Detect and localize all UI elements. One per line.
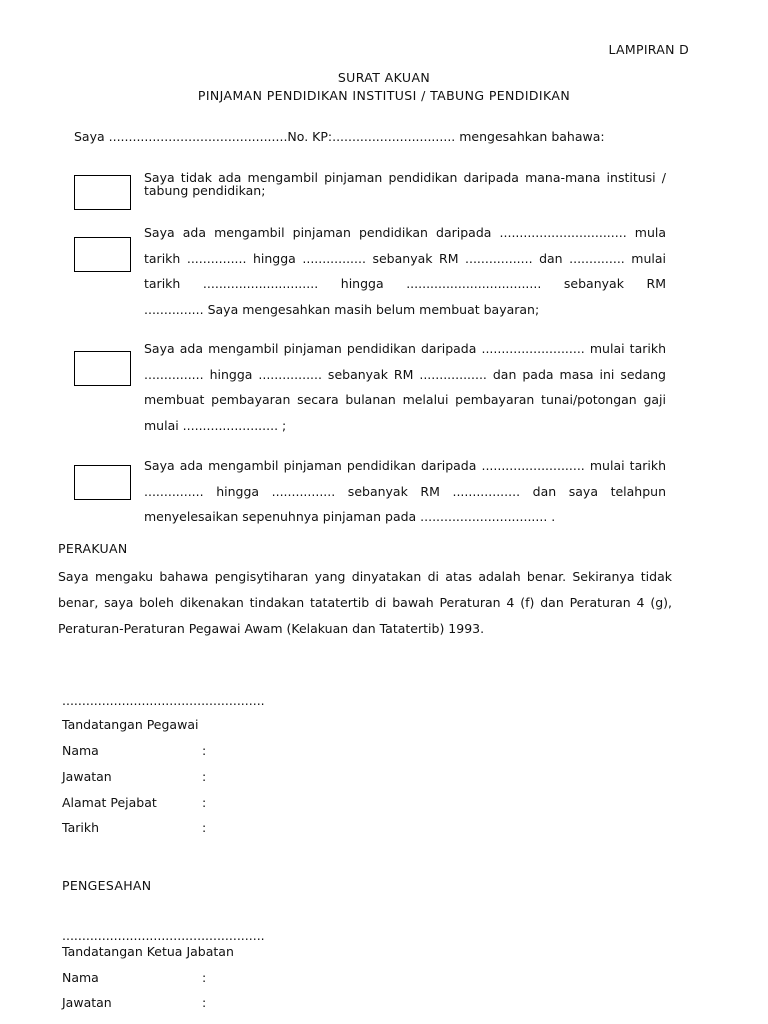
employee-date-colon: : <box>202 820 207 835</box>
employee-position-row <box>62 764 206 790</box>
head-of-department-signature-label: Tandatangan Ketua Jabatan <box>62 944 234 959</box>
head-position-row <box>62 990 206 1016</box>
option-4-text <box>144 453 666 530</box>
option-2-line-1: Saya ada mengambil pinjaman pendidikan daripada ................................ mula <box>144 225 666 240</box>
employee-position-colon: : <box>202 769 207 784</box>
perakuan-line-3: Peraturan-Peraturan Pegawai Awam (Kelakuan dan Tatatertib) 1993. <box>58 621 485 636</box>
option-3-line-1: Saya ada mengambil pinjaman pendidikan daripada .......................... mulai tarikh <box>144 341 666 356</box>
option-2-line-3: tarikh ............................. hingga .................................. sebanyak RM <box>144 276 666 291</box>
intro-statement: Saya .............................................No. KP:............................... mengesahkan bahawa: <box>74 129 605 144</box>
employee-position-label: Jawatan <box>62 769 112 784</box>
perakuan-text <box>58 564 672 642</box>
option-2-text <box>144 220 666 322</box>
pengesahan-heading: PENGESAHAN <box>62 878 152 893</box>
option-4-checkbox[interactable] <box>74 465 131 500</box>
employee-office-address-colon: : <box>202 795 207 810</box>
employee-office-address-row <box>62 790 206 816</box>
option-3-line-2: ............... hingga ................ sebanyak RM ................. dan pada masa ini sedang <box>144 366 666 382</box>
option-4-line-3: menyelesaikan sepenuhnya pinjaman pada ................................ . <box>144 509 556 524</box>
document-subtitle: PINJAMAN PENDIDIKAN INSTITUSI / TABUNG PENDIDIKAN <box>197 88 571 103</box>
head-position-label: Jawatan <box>62 995 112 1010</box>
option-2-line-4: ............... Saya mengesahkan masih belum membuat bayaran; <box>144 301 540 317</box>
option-3-text <box>144 336 666 438</box>
employee-name-row <box>62 738 206 764</box>
option-2-line-2: tarikh ............... hingga ................ sebanyak RM ................. dan .............. mulai <box>144 250 666 266</box>
employee-date-label: Tarikh <box>62 820 99 835</box>
option-2-checkbox[interactable] <box>74 237 131 272</box>
appendix-label: LAMPIRAN D <box>608 42 689 57</box>
option-1-line-2: tabung pendidikan; <box>144 183 266 198</box>
head-name-colon: : <box>202 970 207 985</box>
option-4-line-2: ............... hingga ................ sebanyak RM ................. dan saya telahpun <box>144 483 666 499</box>
employee-signature-label: Tandatangan Pegawai <box>62 717 199 732</box>
employee-signature-line: ................................................... <box>62 693 265 708</box>
perakuan-heading: PERAKUAN <box>58 541 128 556</box>
head-position-colon: : <box>202 995 207 1010</box>
head-name-label: Nama <box>62 970 99 985</box>
head-name-row <box>62 965 206 991</box>
perakuan-line-2: benar, saya boleh dikenakan tindakan tatatertib di bawah Peraturan 4 (f) dan Peraturan 4 (g), <box>58 595 672 610</box>
option-1-checkbox[interactable] <box>74 175 131 210</box>
employee-name-colon: : <box>202 743 207 758</box>
perakuan-line-1: Saya mengaku bahawa pengisytiharan yang dinyatakan di atas adalah benar. Sekiranya tidak <box>58 569 672 584</box>
option-3-checkbox[interactable] <box>74 351 131 386</box>
option-3-line-3: membuat pembayaran secara bulanan melalui pembayaran tunai/potongan gaji <box>144 392 666 407</box>
employee-name-label: Nama <box>62 743 99 758</box>
option-1-line-1: Saya tidak ada mengambil pinjaman pendidikan daripada mana-mana institusi / <box>144 170 666 185</box>
option-3-line-4: mulai ........................ ; <box>144 417 287 433</box>
option-4-line-1: Saya ada mengambil pinjaman pendidikan daripada .......................... mulai tarikh <box>144 458 666 473</box>
employee-office-address-label: Alamat Pejabat <box>62 795 157 810</box>
head-of-department-signature-line: ................................................... <box>62 928 265 943</box>
document-title: SURAT AKUAN <box>337 70 431 85</box>
option-1-text <box>144 165 666 203</box>
employee-date-row <box>62 815 206 841</box>
